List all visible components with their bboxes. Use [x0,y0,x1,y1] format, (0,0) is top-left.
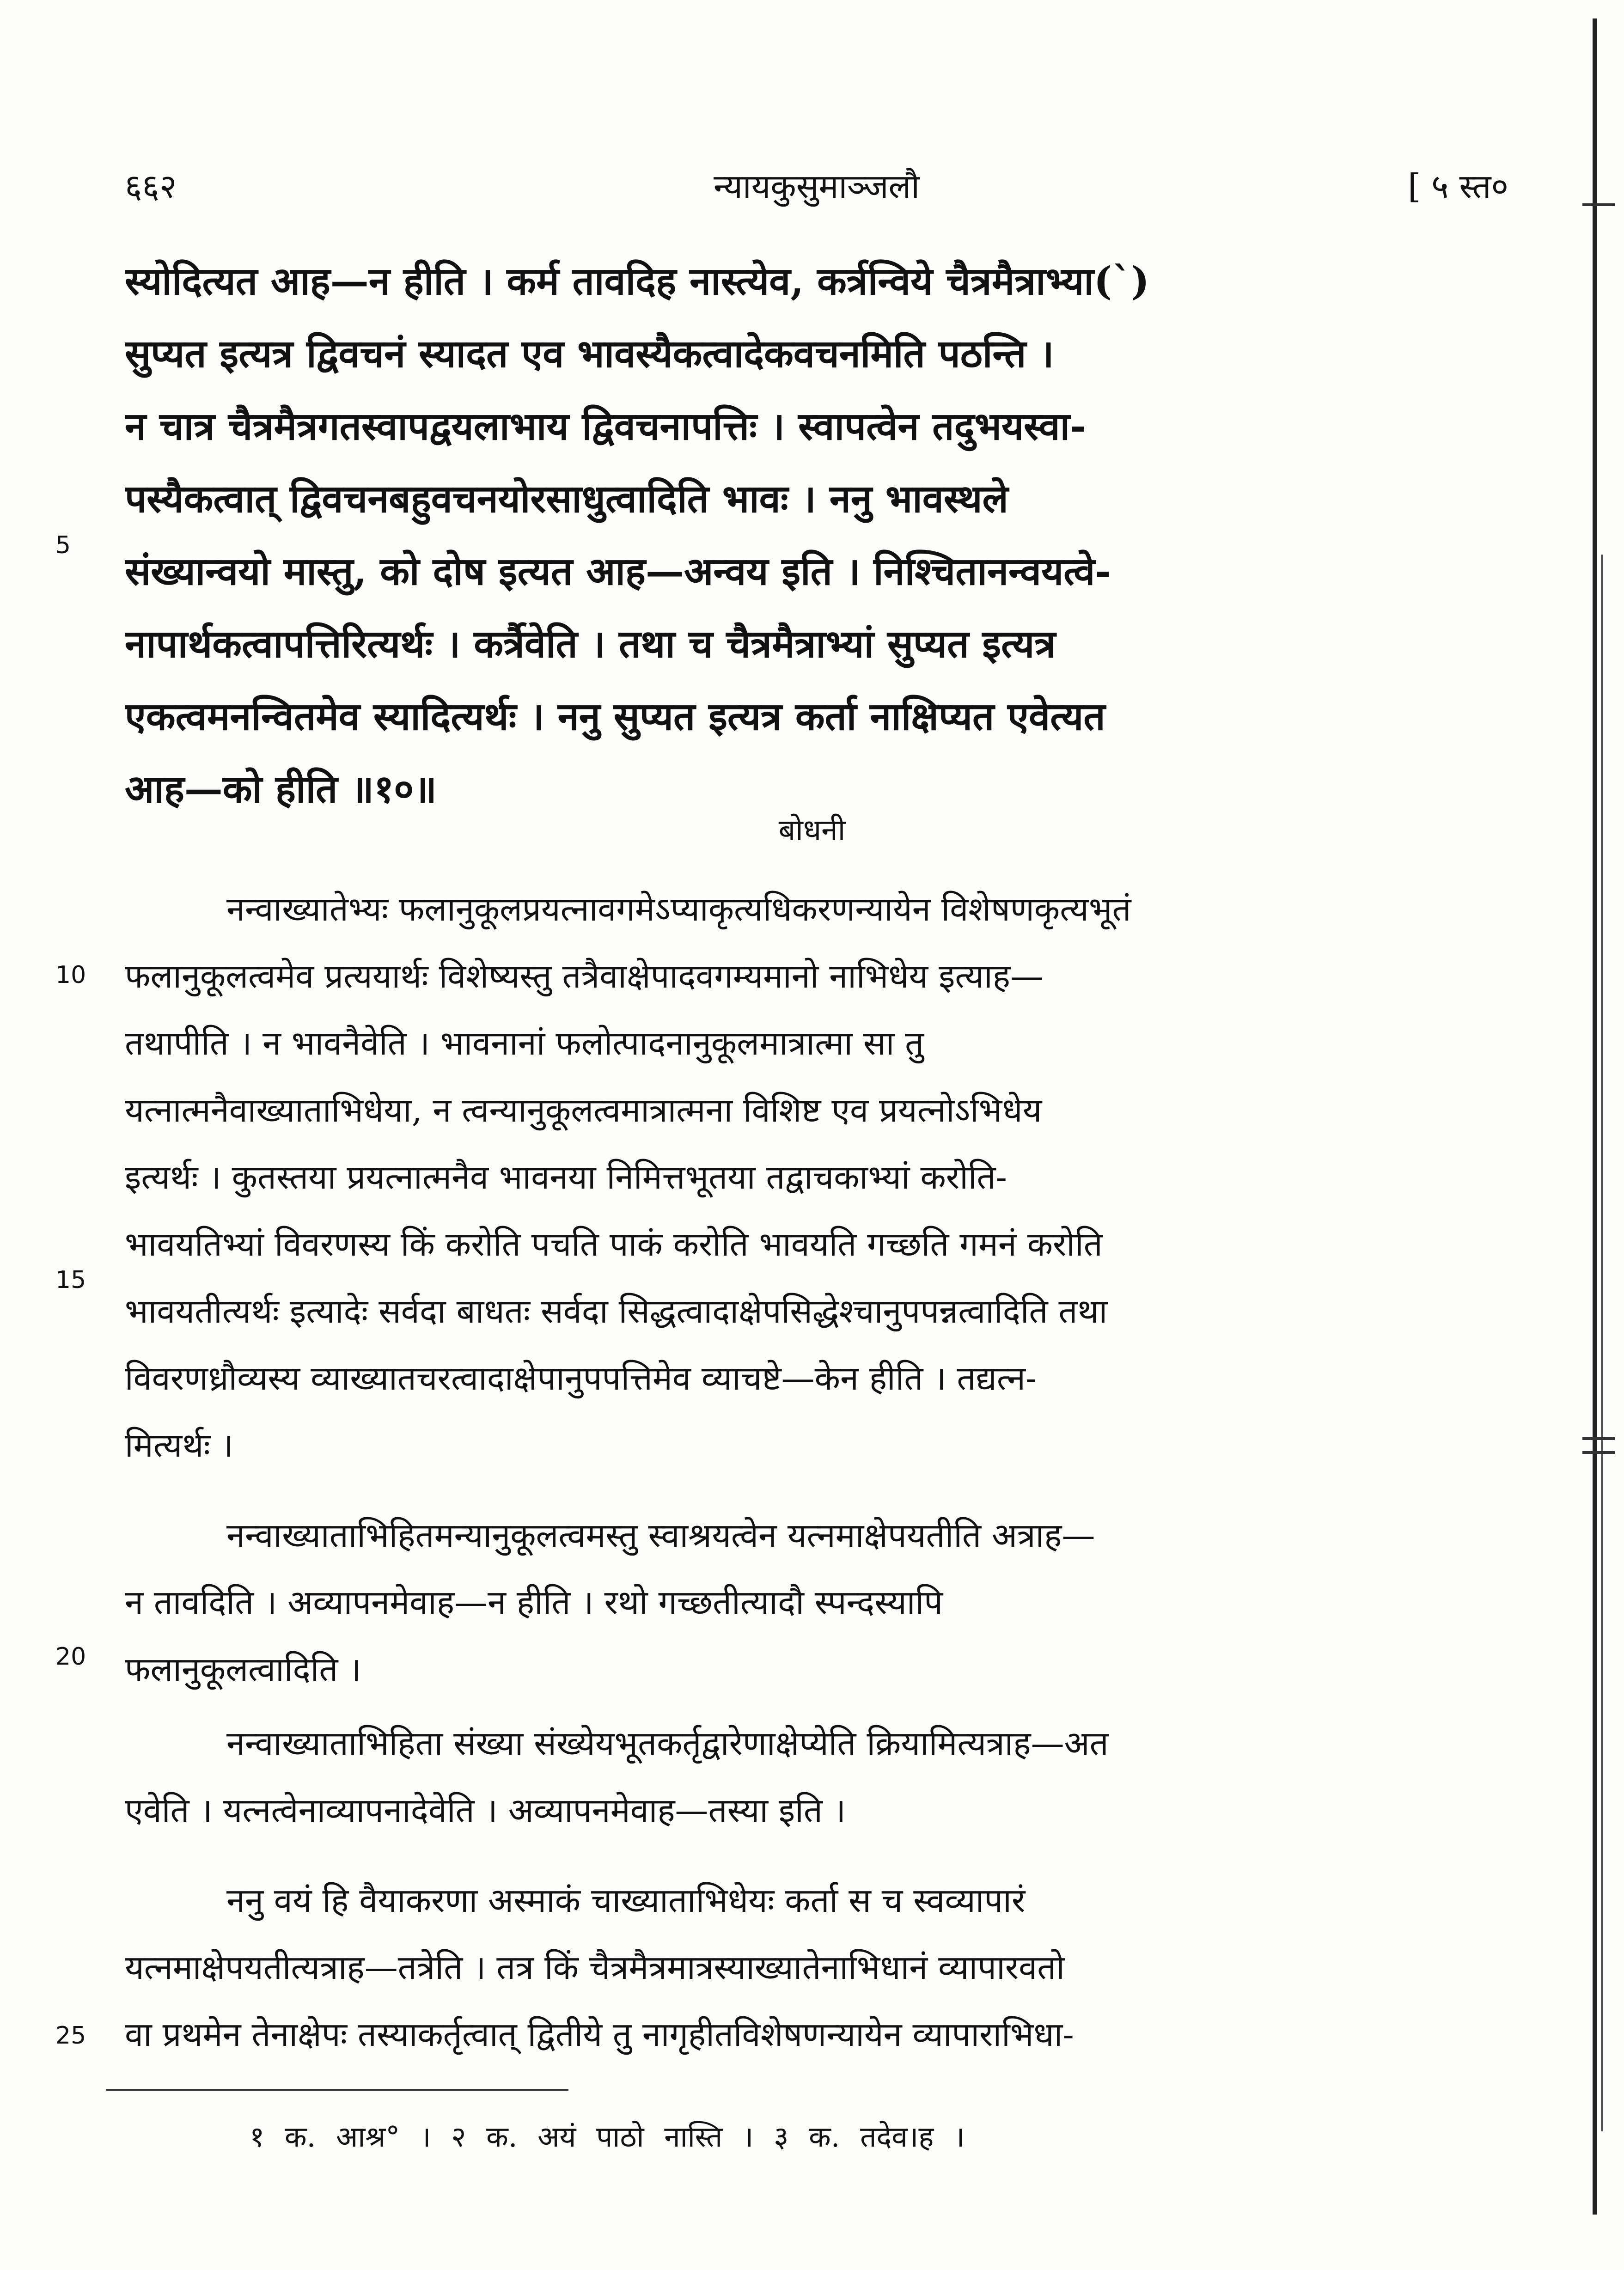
text-line: तथापीति । न भावनैवेति । भावनानां फलोत्पादनानुकूलमात्रात्मा सा तु [125,1024,924,1062]
text-line: न चात्र चैत्रमैत्रगतस्वापद्वयलाभाय द्विवचनापत्तिः । स्वापत्वेन तदुभयस्वा- [125,403,1086,449]
text-line: एकत्वमनन्वितमेव स्यादित्यर्थः । ननु सुप्यत इत्यत्र कर्ता नाक्षिप्यत एवेत्यत [125,694,1105,739]
text-line: संख्यान्वयो मास्तु, को दोष इत्यत आह—अन्वय इति । निश्चितानन्वयत्वे- [125,549,1111,594]
text-line: नन्वाख्याताभिहितमन्यानुकूलत्वमस्तु स्वाश्रयत्वेन यत्नमाक्षेपयतीति अत्राह— [226,1516,1095,1555]
page-header [125,163,1508,218]
mula-text [125,245,1354,825]
text-line: वा प्रथमेन तेनाक्षेपः तस्याकर्तृत्वात् द्वितीये तु नागृहीतविशेषणन्यायेन व्यापाराभिधा- [125,2015,1074,2054]
commentary-paragraph-1 [125,876,1354,1479]
text-line: ननु वयं हि वैयाकरणा अस्माकं चाख्याताभिधेयः कर्ता स च स्वव्यापारं [226,1881,1026,1920]
text-line: विवरणध्रौव्यस्य व्याख्यातचरत्वादाक्षेपानुपपत्तिमेव व्याचष्टे—केन हीति । तद्यत्न- [125,1359,1037,1397]
line-number: 10 [55,961,86,989]
text-line: स्योदित्यत आह—न हीति । कर्म तावदिह नास्त्येव, कर्त्रन्विये चैत्रमैत्राभ्या(`) [125,258,1149,304]
text-line: आह—को हीति ॥१०॥ [125,766,437,812]
text-line: भावयतिभ्यां विवरणस्य किं करोति पचति पाकं करोति भावयति गच्छति गमनं करोति [125,1225,1103,1263]
text-line: नापार्थकत्वापत्तिरित्यर्थः । कर्त्रैवेति । तथा च चैत्रमैत्राभ्यां सुप्यत इत्यत्र [125,621,1056,666]
text-line: नन्वाख्याताभिहिता संख्या संख्येयभूतकर्तृद्वारेणाक्षेप्येति क्रियामित्यत्राह—अत [226,1724,1109,1763]
text-line: इत्यर्थः । कुतस्तया प्रयत्नात्मनैव भावनया निमित्तभूतया तद्वाचकाभ्यां करोति- [125,1158,1007,1196]
commentary-paragraph-2 [125,1502,1354,1703]
line-number: 15 [55,1266,86,1294]
text-line: मित्यर्थः । [125,1426,234,1465]
text-line: फलानुकूलत्वमेव प्रत्ययार्थः विशेष्यस्तु तत्रैवाक्षेपादवगम्यमानो नाभिधेय इत्याह— [125,957,1044,995]
commentary-heading: बोधनी [778,813,846,848]
footnotes: १ क. आश्र° । २ क. अयं पाठो नास्ति । ३ क. तदेव।ह । [250,2120,965,2154]
text-line: न तावदिति । अव्यापनमेवाह—न हीति । रथो गच्छतीत्यादौ स्पन्दस्यापि [125,1583,943,1622]
text-line: यत्नात्मनैवाख्याताभिधेया, न त्वन्यानुकूलत्वमात्रात्मना विशिष्ट एव प्रयत्नोऽभिधेय [125,1091,1042,1129]
text-line: नन्वाख्यातेभ्यः फलानुकूलप्रयत्नावगमेऽप्याकृत्यधिकरणन्यायेन विशेषणकृत्यभूतं [226,890,1131,928]
line-number: 20 [55,1643,86,1671]
line-number: 5 [55,531,71,559]
commentary-paragraph-3 [125,1710,1354,1844]
running-title: न्यायकुसुमाञ्जलौ [714,167,920,206]
commentary-paragraph-4 [125,1867,1354,2068]
section-marker: [ ५ स्त० [1408,167,1508,206]
line-number: 25 [55,2022,86,2050]
text-line: एवेति । यत्नत्वेनाव्यापनादेवेति । अव्यापनमेवाह—तस्या इति । [125,1791,846,1830]
footnote-divider [106,2089,568,2091]
text-line: पस्यैकत्वात् द्विवचनबहुवचनयोरसाधुत्वादिति भावः । ननु भावस्थले [125,476,1008,521]
text-line: फलानुकूलत्वादिति । [125,1650,361,1689]
page-number: ६६२ [125,167,177,206]
text-line: यत्नमाक्षेपयतीत्यत्राह—तत्रेति । तत्र किं चैत्रमैत्रमात्रस्याख्यातेनाभिधानं व्यापारवतो [125,1948,1065,1987]
text-line: सुप्यत इत्यत्र द्विवचनं स्यादत एव भावस्यैकत्वादेकवचनमिति पठन्ति । [125,331,1054,376]
text-line: भावयतीत्यर्थः इत्यादेः सर्वदा बाधतः सर्वदा सिद्धत्वादाक्षेपसिद्धेश्चानुपपन्नत्वादिति तथा [125,1292,1108,1330]
binding-edge [1582,0,1624,2270]
